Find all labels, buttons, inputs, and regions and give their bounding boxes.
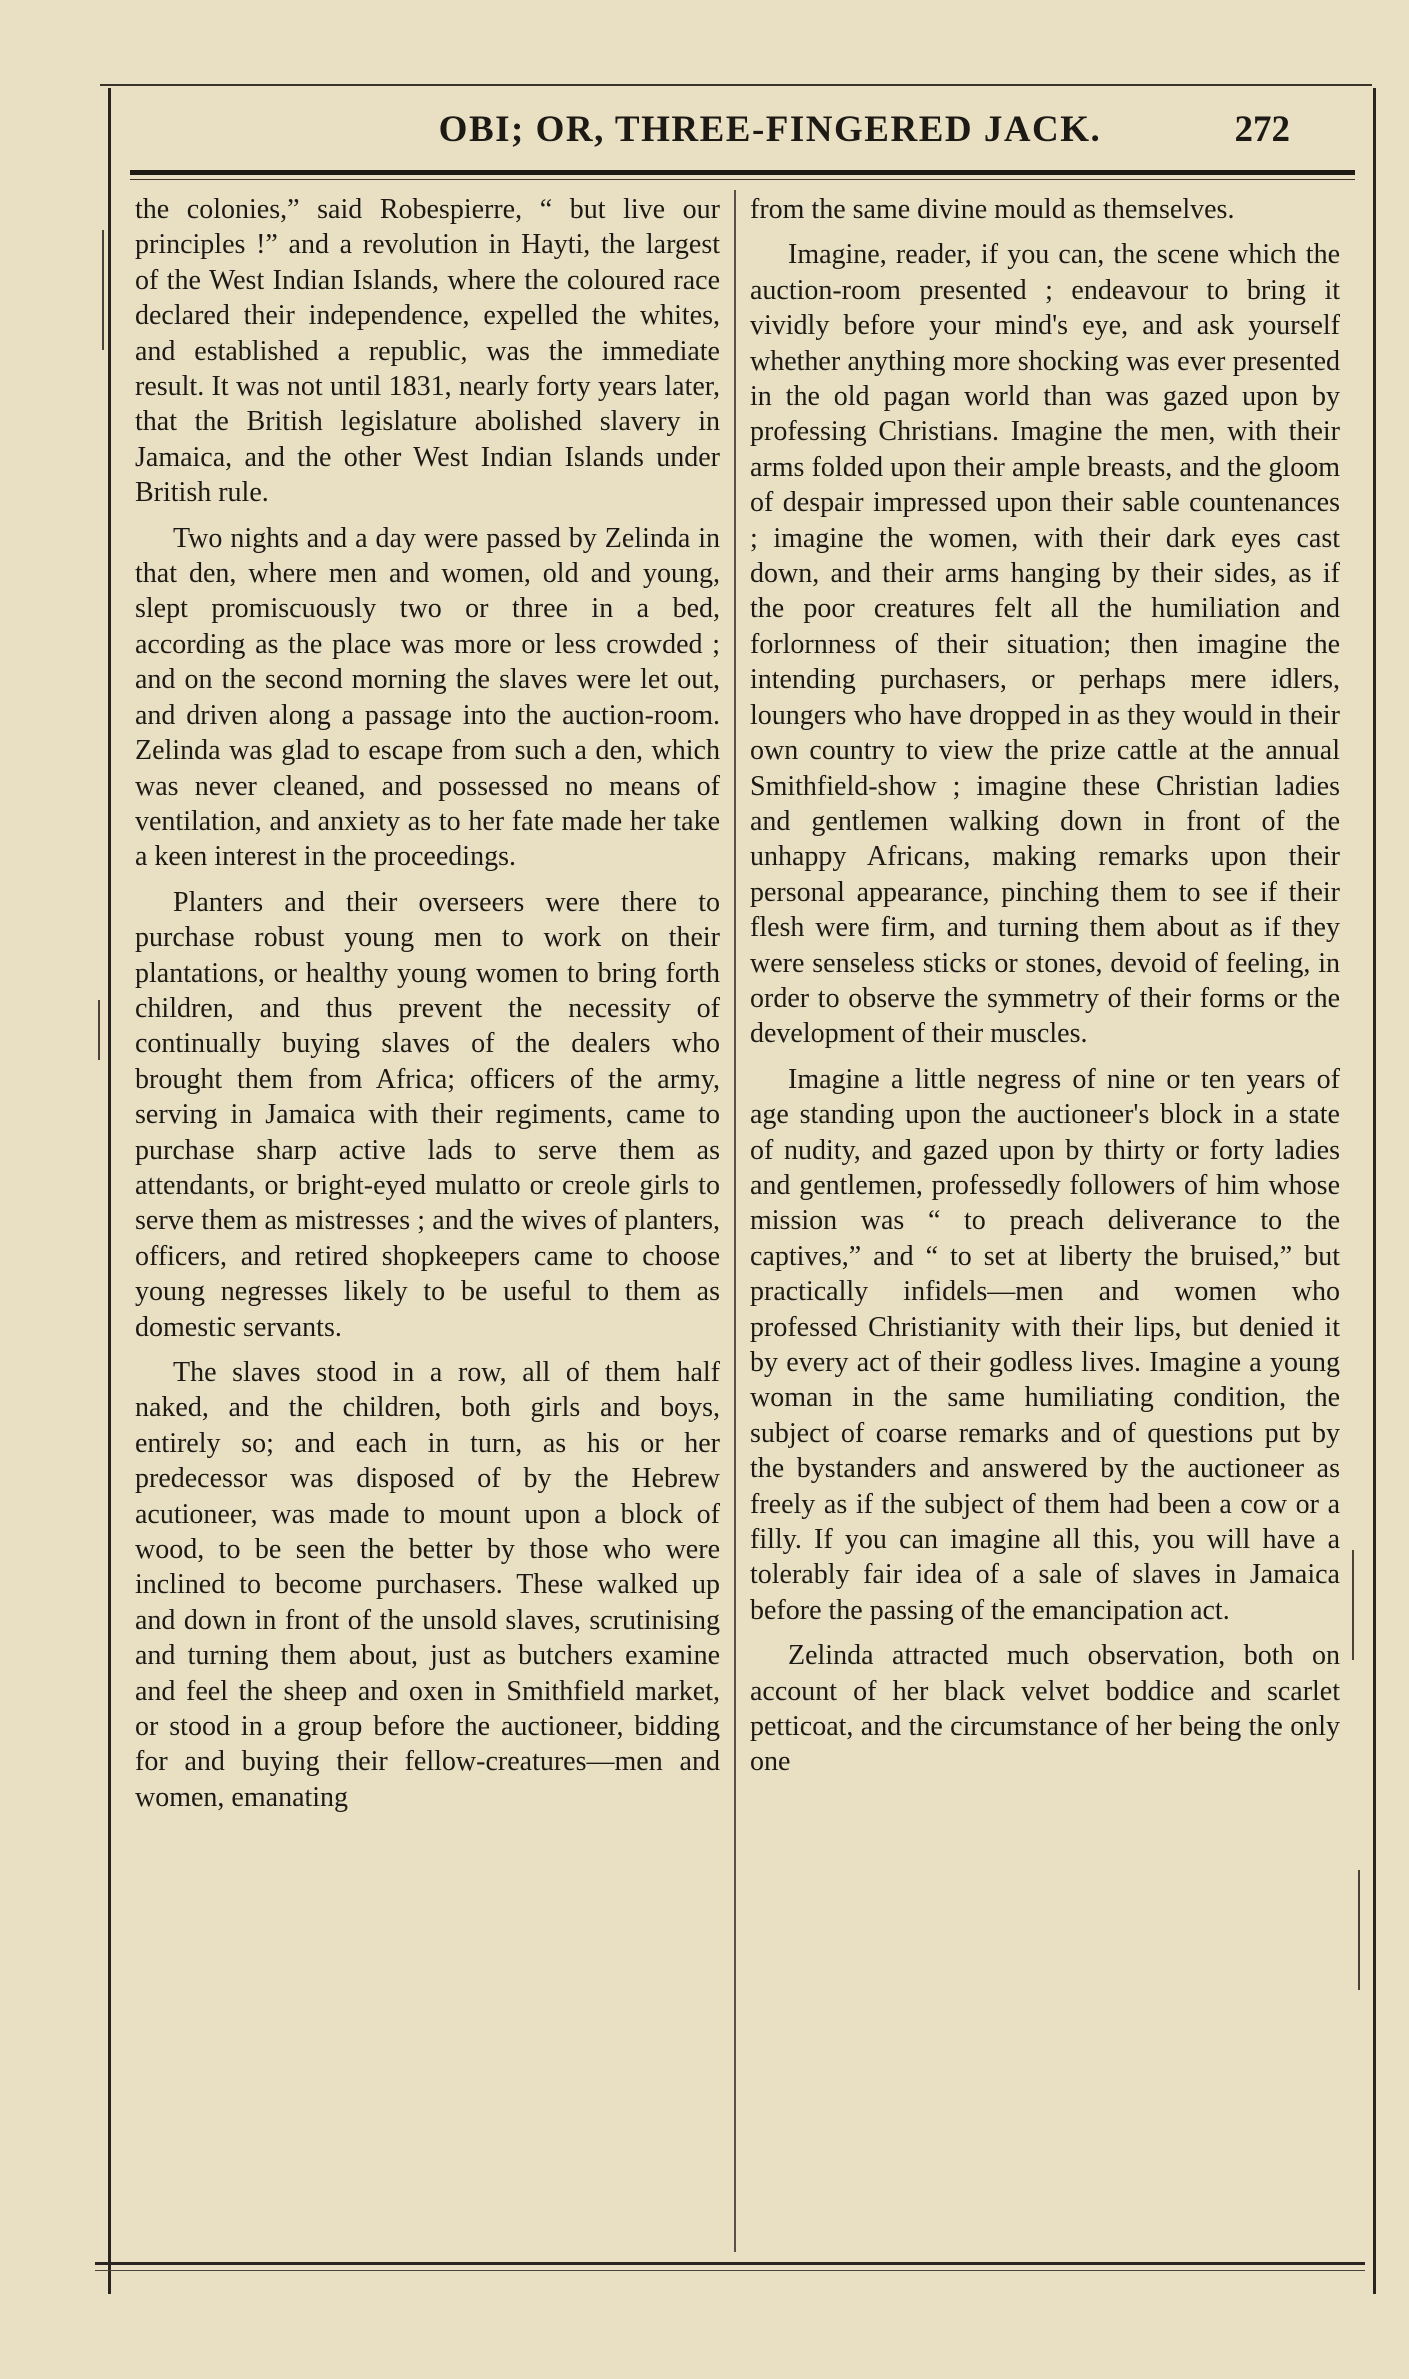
- header-rule: [130, 170, 1355, 175]
- running-title: OBI; OR, THREE-FINGERED JACK.: [438, 109, 1102, 150]
- page-frame-top-rule: [100, 84, 1372, 86]
- left-paragraph-3: Planters and their overseers were there to purchase robust young men to work on their plantations, or healthy young women to bring forth children, and thus prevent the necessity of continually buying slaves of the dealers who brought them from Africa; officers of the army, serving in Jamaica with their regiments, came to purchase sharp active lads to serve them as attendants, or bright-eyed mulatto or creole girls to serve them as mistresses ; and the wives of planters, officers, and retired shopkeepers came to choose young negresses likely to be useful to them as domestic servants.: [135, 886, 720, 1343]
- footer-rule-thin: [95, 2270, 1365, 2271]
- margin-bleed-mark: [1352, 1550, 1354, 1660]
- footer-rule: [95, 2262, 1365, 2265]
- right-paragraph-2: Imagine, reader, if you can, the scene which the auction-room presented ; endeavour to bring it vividly before your mind's eye, and ask yourself whether anything more shocking was ever presented in the old pagan world than was gazed upon by professing Christians. Imagine the men, with their arms folded upon their ample breasts, and the gloom of despair impressed upon their sable countenances ; imagine the women, with their dark eyes cast down, and their arms hanging by their sides, as if the poor creatures felt all the humiliation and forlornness of their situation; then imagine the intending purchasers, or perhaps mere idlers, loungers who have dropped in as they would in their own country to view the prize cattle at the annual Smithfield-show ; imagine these Christian ladies and gentlemen walking down in front of the unhappy Africans, making remarks upon their personal appearance, pinching them to see if their flesh were firm, and turning them about as if they were senseless sticks or stones, devoid of feeling, in order to observe the symmetry of their forms or the development of their muscles.: [750, 239, 1340, 1050]
- right-paragraph-3: Imagine a little negress of nine or ten years of age standing upon the auctioneer's block in a state of nudity, and gazed upon by thirty or forty ladies and gentlemen, professedly followers of him whose mission was “ to preach deliverance to the captives,” and “ to set at liberty the bruised,” but practically infidels—men and women who professed Christianity with their lips, but denied it by every act of their godless lives. Imagine a young woman in the same humiliating condition, the subject of coarse remarks and of questions put by the bystanders and answered by the auctioneer as freely as if the subject of them had been a cow or a filly. If you can imagine all this, you will have a tolerably fair idea of a sale of slaves in Jamaica before the passing of the emancipation act.: [750, 1063, 1340, 1626]
- right-column: [750, 192, 1340, 2252]
- left-paragraph-2: Two nights and a day were passed by Zelinda in that den, where men and women, old and young, slept promiscuously two or three in a bed, according as the place was more or less crowded ; and on the second morning the slaves were let out, and driven along a passage into the auction-room. Zelinda was glad to escape from such a den, which was never cleaned, and possessed no means of ventilation, and anxiety as to her fate made her take a keen interest in the proceedings.: [135, 522, 720, 873]
- right-paragraph-1: from the same divine mould as themselves.: [750, 194, 1235, 225]
- right-paragraph-4: Zelinda attracted much observation, both on account of her black velvet boddice and scarlet petticoat, and the circumstance of her being the only one: [750, 1640, 1340, 1778]
- margin-bleed-mark: [98, 1000, 100, 1060]
- page-number: 272: [1234, 109, 1290, 150]
- running-header: [130, 108, 1330, 164]
- left-paragraph-4: The slaves stood in a row, all of them half naked, and the children, both girls and boys, entirely so; and each in turn, as his or her predecessor was disposed of by the Hebrew acutioneer, was made to mount upon a block of wood, to be seen the better by those who were inclined to become purchasers. These walked up and down in front of the unsold slaves, scrutinising and turning them about, just as butchers examine and feel the sheep and oxen in Smithfield market, or stood in a group before the auctioneer, bidding for and buying their fellow-creatures—men and women, emanating: [135, 1357, 720, 1813]
- margin-bleed-mark: [1358, 1870, 1360, 1990]
- left-column: [135, 192, 720, 2252]
- margin-bleed-mark: [102, 230, 104, 350]
- left-paragraph-1: the colonies,” said Robespierre, “ but live our principles !” and a revolution in Hayti, the largest of the West Indian Islands, where the coloured race declared their independence, expelled the whites, and established a republic, was the immediate result. It was not until 1831, nearly forty years later, that the British legislature abolished slavery in Jamaica, and the other West Indian Islands under British rule.: [135, 194, 720, 509]
- header-rule-thin: [130, 179, 1355, 180]
- column-divider: [734, 190, 736, 2252]
